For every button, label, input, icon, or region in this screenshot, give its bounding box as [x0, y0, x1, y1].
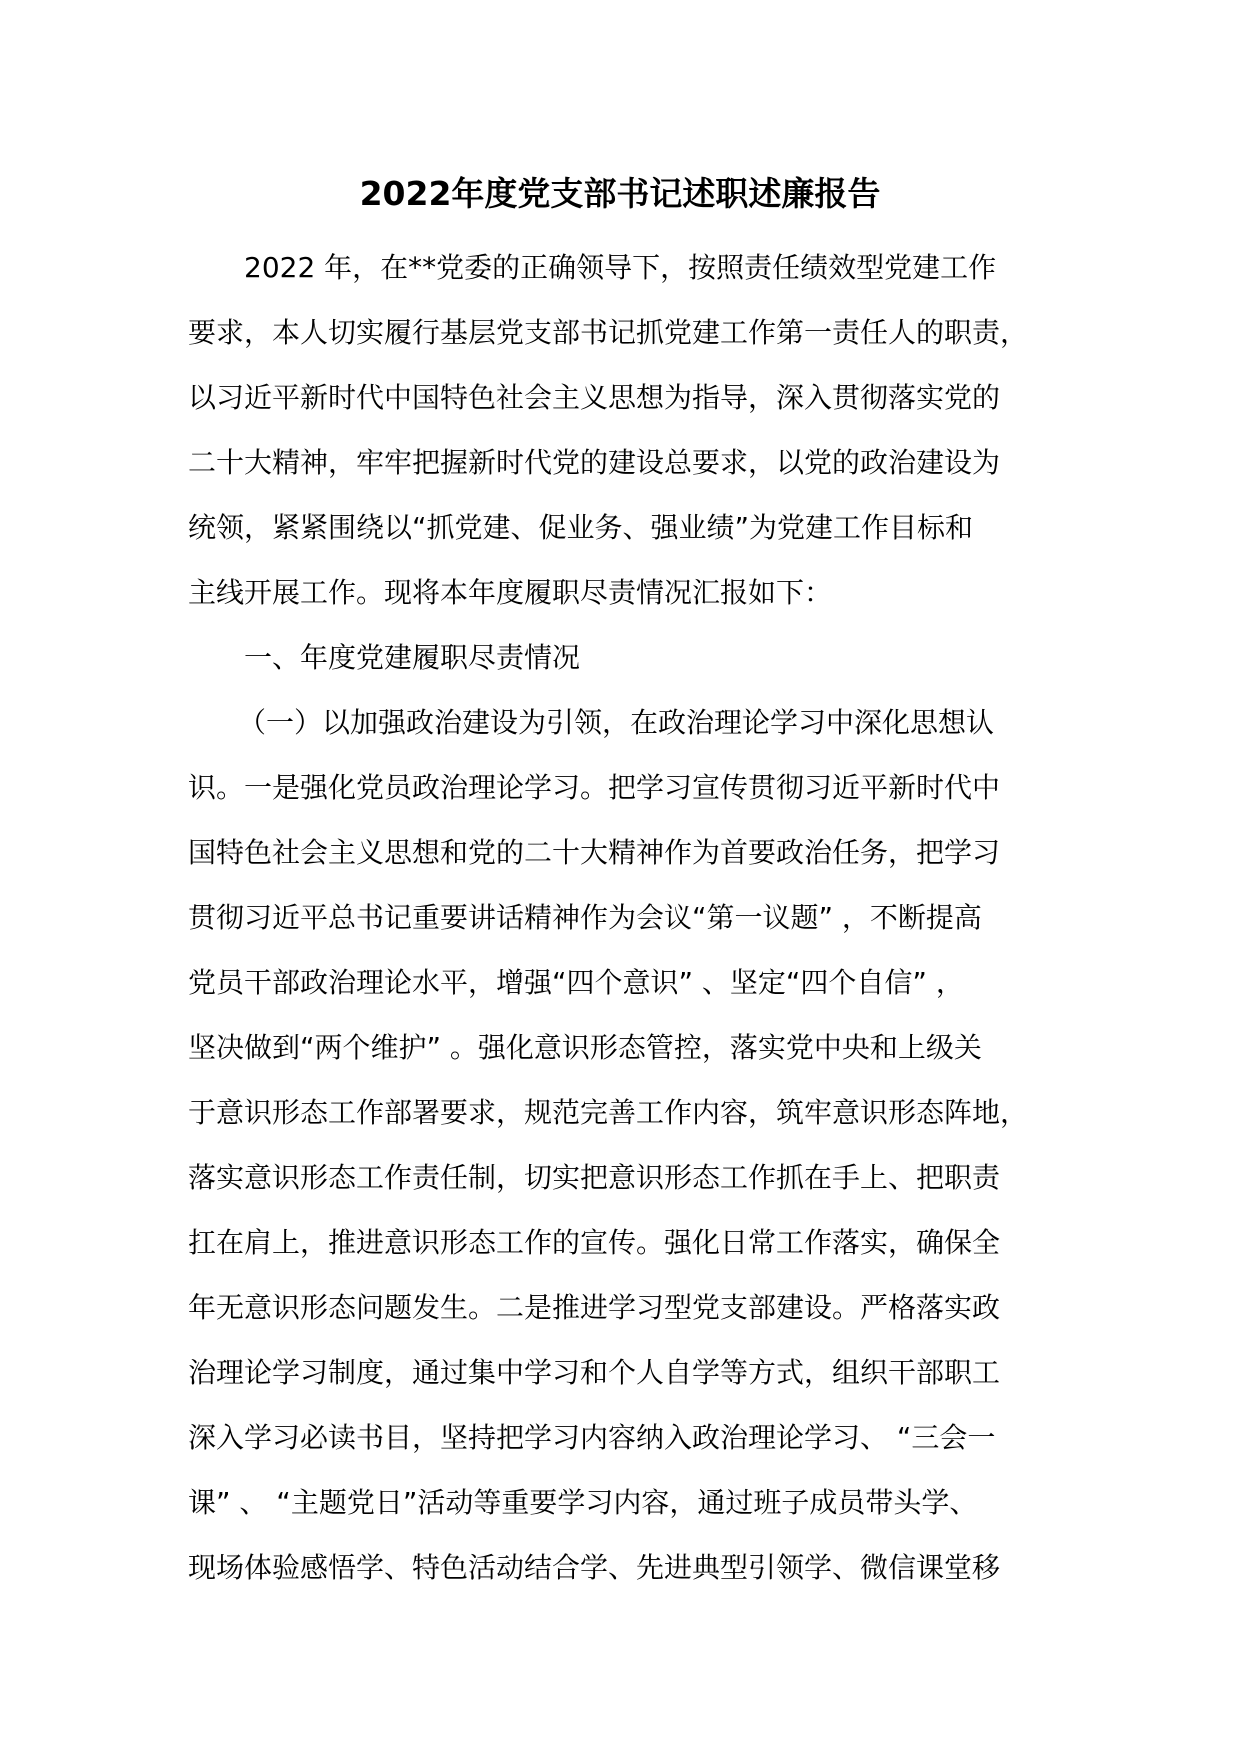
- paragraph-line: 课” 、 “主题党日”活动等重要学习内容，通过班子成员带头学、: [188, 1486, 978, 1519]
- document-body: [188, 235, 1068, 1600]
- paragraph-line: 主线开展工作。现将本年度履职尽责情况汇报如下：: [188, 576, 833, 609]
- section-heading: 一、年度党建履职尽责情况: [244, 641, 581, 674]
- paragraph-line: 坚决做到“两个维护” 。强化意识形态管控，落实党中央和上级关: [188, 1031, 982, 1064]
- paragraph-line: 二十大精神，牢牢把握新时代党的建设总要求，以党的政治建设为: [188, 446, 1001, 479]
- paragraph-line: 现场体验感悟学、特色活动结合学、先进典型引领学、微信课堂移: [188, 1551, 1001, 1584]
- paragraph-line: 识。一是强化党员政治理论学习。把学习宣传贯彻习近平新时代中: [188, 771, 1001, 804]
- paragraph-line: 落实意识形态工作责任制，切实把意识形态工作抓在手上、把职责: [188, 1161, 1001, 1194]
- paragraph-line: 年无意识形态问题发生。二是推进学习型党支部建设。严格落实政: [188, 1291, 1001, 1324]
- document-title: 2022年度党支部书记述职述廉报告: [359, 174, 881, 213]
- paragraph-line: 以习近平新时代中国特色社会主义思想为指导，深入贯彻落实党的: [188, 381, 1001, 414]
- paragraph-line: 贯彻习近平总书记重要讲话精神作为会议“第一议题” ，不断提高: [188, 901, 982, 934]
- paragraph-line: 2022 年，在**党委的正确领导下，按照责任绩效型党建工作: [244, 251, 997, 284]
- paragraph-line: 于意识形态工作部署要求，规范完善工作内容，筑牢意识形态阵地，: [188, 1096, 1029, 1129]
- subsection-heading-line: （一）以加强政治建设为引领，在政治理论学习中深化思想认: [238, 706, 995, 739]
- paragraph-line: 国特色社会主义思想和党的二十大精神作为首要政治任务，把学习: [188, 836, 1001, 869]
- paragraph-line: 深入学习必读书目，坚持把学习内容纳入政治理论学习、 “三会一: [188, 1421, 996, 1454]
- paragraph-line: 统领，紧紧围绕以“抓党建、促业务、强业绩”为党建工作目标和: [188, 511, 974, 544]
- paragraph-line: 党员干部政治理论水平，增强“四个意识” 、坚定“四个自信” ，: [188, 966, 964, 999]
- paragraph-line: 治理论学习制度，通过集中学习和个人自学等方式，组织干部职工: [188, 1356, 1001, 1389]
- paragraph-line: 扛在肩上，推进意识形态工作的宣传。强化日常工作落实，确保全: [188, 1226, 1001, 1259]
- paragraph-line: 要求，本人切实履行基层党支部书记抓党建工作第一责任人的职责，: [188, 316, 1029, 349]
